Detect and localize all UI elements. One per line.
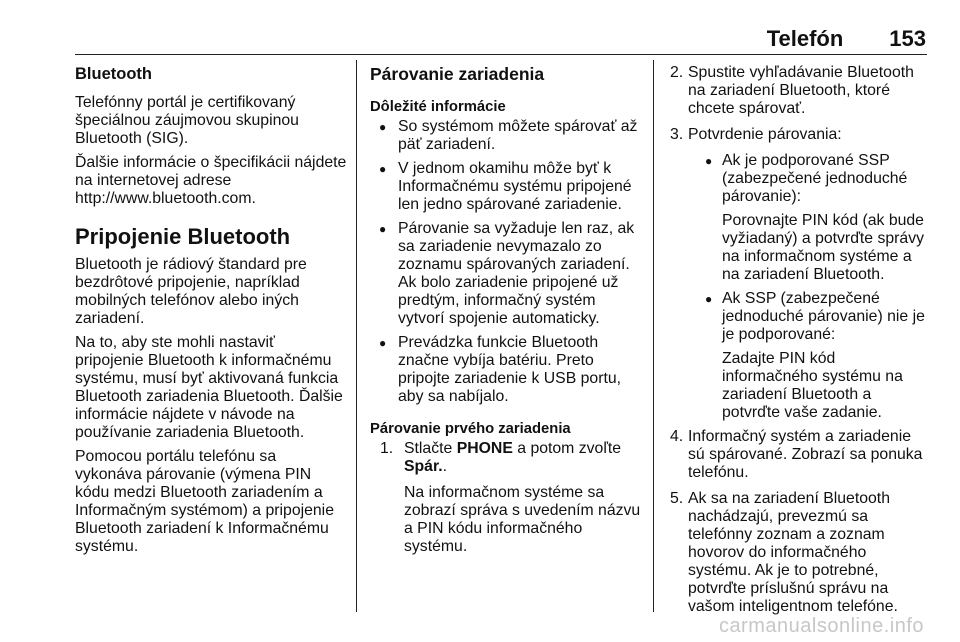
bullet-item: ● V jednom okamihu môže byť k Informačnému systému pripojené len jedno spárované zariadenie.: [370, 160, 642, 214]
connect-paragraph-3: Pomocou portálu telefónu sa vykonáva párovanie (výmena PIN kódu medzi Bluetooth zariadením a Informačným systémom) a pripojenie Bluetooth zariadení k Informačnému systému.: [75, 448, 334, 555]
step-number: 4.: [670, 428, 684, 445]
step-number: 2.: [670, 64, 684, 81]
step-1-text-b: a potom zvoľte: [512, 440, 622, 457]
connect-heading: Pripojenie Bluetooth: [75, 224, 291, 249]
page-header: [767, 26, 926, 52]
step-number: 5.: [670, 490, 684, 507]
step-number: 1.: [380, 440, 394, 457]
step-3: [670, 126, 932, 144]
column-2: [370, 64, 642, 562]
first-pair-heading: Párovanie prvého zariadenia: [370, 421, 571, 437]
step-1-text-a: Stlačte: [404, 440, 457, 457]
phone-label: PHONE: [456, 440, 513, 457]
bluetooth-paragraph-2: Ďalšie informácie o špecifikácii nájdete na internetovej adrese http://www.bluetooth.com.: [75, 154, 347, 207]
bullet-item: ● So systémom môžete spárovať až päť zariadení.: [370, 118, 642, 154]
bullet-item: ● Párovanie sa vyžaduje len raz, ak sa zariadenie nevymazalo zo zoznamu spárovaných zariadení. Ak bolo zariadenie pripojené už predtým, informačný systém vytvorí spojenie automaticky.: [370, 220, 642, 328]
connect-paragraph-1: Bluetooth je rádiový štandard pre bezdrôtové pripojenie, napríklad mobilných telefónov alebo iných zariadení.: [75, 256, 307, 327]
step-2-text: Spustite vyhľadávanie Bluetooth na zariadení Bluetooth, ktoré chcete spárovať.: [688, 64, 914, 117]
step-1-continuation: Na informačnom systéme sa zobrazí správa s uvedením názvu a PIN kódu informačného systému.: [404, 484, 641, 555]
column-3: [670, 64, 932, 624]
spar-label: Spár.: [404, 458, 443, 475]
step-4-text: Informačný systém a zariadenie sú spárované. Zobrazí sa ponuka telefónu.: [688, 428, 923, 481]
ssp-supported-item: ● Ak je podporované SSP (zabezpečené jednoduché párovanie):: [696, 152, 932, 206]
bluetooth-paragraph-1: Telefónny portál je certifikovaný špeciálnou záujmovou skupinou Bluetooth (SIG).: [75, 94, 299, 147]
step-1-text-c: .: [442, 458, 448, 475]
step-2: [670, 64, 932, 118]
step-1: [380, 440, 642, 476]
important-heading: Dôležité informácie: [370, 99, 506, 115]
pairing-heading: Párovanie zariadenia: [370, 64, 545, 84]
bullet-item: ● Prevádzka funkcie Bluetooth značne vybíja batériu. Preto pripojte zariadenie k USB portu, aby sa nabíjalo.: [370, 334, 642, 406]
header-rule: [75, 54, 927, 55]
page-number: 153: [889, 26, 926, 51]
ssp-unsupported-item: ● Ak SSP (zabezpečené jednoduché párovanie) nie je je podporované:: [696, 290, 932, 344]
step-3-options: [670, 152, 932, 422]
section-title: Telefón: [766, 26, 844, 51]
step-number: 3.: [670, 126, 684, 143]
step-5-text: Ak sa na zariadení Bluetooth nachádzajú, prevezmú sa telefónny zoznam a zoznam hovorov do informačného systému. Ak je to potrebné, potvrďte príslušnú správu na vašom inteligentnom telefóne.: [688, 490, 898, 615]
column-1: [75, 64, 347, 562]
step-3-text: Potvrdenie párovania:: [688, 126, 842, 143]
connect-paragraph-2: Na to, aby ste mohli nastaviť pripojenie Bluetooth k informačnému systému, musí byť aktivovaná funkcia Bluetooth zariadenia Bluetooth. Ďalšie informácie nájdete v návode na používanie zariadenia Bluetooth.: [75, 334, 343, 441]
column-divider-2: [653, 60, 654, 612]
column-divider-1: [356, 60, 357, 612]
step-4: [670, 428, 932, 482]
step-5: [670, 490, 932, 616]
bluetooth-heading: Bluetooth: [75, 65, 152, 83]
ssp-supported-cont: Porovnajte PIN kód (ak bude vyžiadaný) a potvrďte správy na informačnom systéme a na zariadení Bluetooth.: [722, 212, 924, 283]
ssp-unsupported-cont: Zadajte PIN kód informačného systému na zariadení Bluetooth a potvrďte vaše zadanie.: [722, 350, 903, 421]
watermark: carmanualsonline.info: [718, 615, 924, 637]
